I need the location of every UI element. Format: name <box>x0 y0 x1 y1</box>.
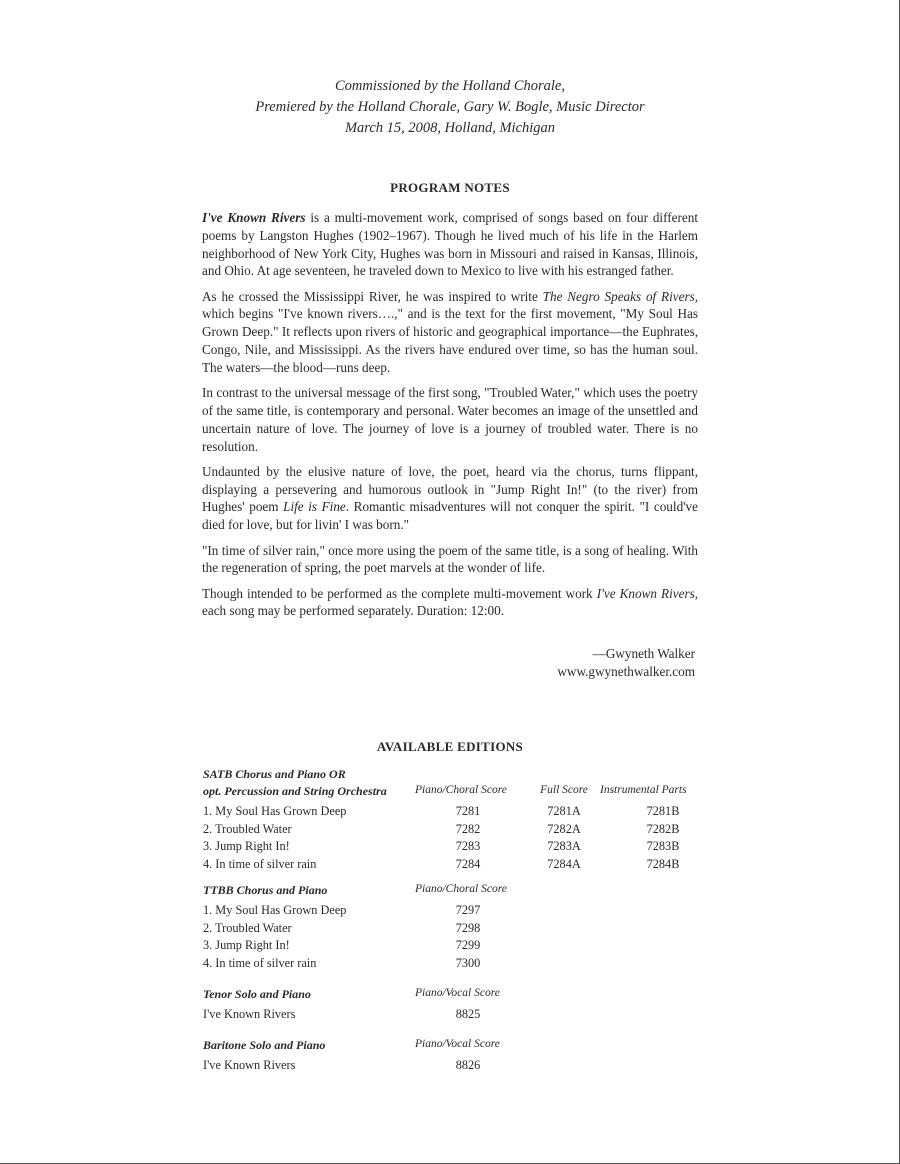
notes-paragraph-3: In contrast to the universal message of the first song, "Troubled Water," which uses the poetry of the same title, is contemporary and personal. Water becomes an image of the unsettled and uncertain nature of love. The journey of love is a journey of troubled water. There is no resolution. <box>202 385 698 454</box>
table-row: 2. Troubled Water 7282 7282A 7282B <box>203 821 680 836</box>
group-title: TTBB Chorus and Piano <box>203 883 328 897</box>
column-header-piano-choral: Piano/Choral Score <box>415 784 507 796</box>
notes-paragraph-2: As he crossed the Mississippi River, he was inspired to write The Negro Speaks of Rivers, which begins "I've known rivers….," and is the text for the first movement, "My Soul Has Grown Deep." It reflects upon rivers of historic and geographical importance—the Euphrates, Congo, Nile, and Mississippi. As the rivers have endured over time, so has the human soul. The waters—the blood—runs deep. <box>202 288 699 375</box>
column-header-piano-choral: Piano/Choral Score <box>415 883 507 895</box>
notes-paragraph-1: I've Known Rivers is a multi-movement work, comprised of songs based on four different poems by Langston Hughes (1902–1967). Though he lived much of his life in the Harlem neighborhood of New York City, Hughes was born in Missouri and raised in Kansas, Illinois, and Ohio. At age seventeen, he traveled down to Mexico to live with his estranged father. <box>202 210 698 279</box>
notes-paragraph-4: Undaunted by the elusive nature of love, the poet, heard via the chorus, turns flippant, displaying a persevering and humorous outlook in "Jump Right In!" (to the river) from Hughes' poem Life is Fine. Romantic misadventures will not conquer the spirit. "I could've died for love, but for livin' I was born." <box>202 463 698 533</box>
composer-website: www.gwynethwalker.com <box>557 664 695 679</box>
composer-signature: —Gwyneth Walker <box>592 646 695 661</box>
column-header-instrumental-parts: Instrumental Parts <box>600 784 687 796</box>
edition-group-baritone <box>203 1037 703 1075</box>
notes-paragraph-5: "In time of silver rain," once more using the poem of the same title, is a song of healing. With the regeneration of spring, the poet marvels at the wonder of life. <box>202 542 698 576</box>
poem-title: The Negro Speaks of Rivers <box>542 288 695 304</box>
premiere-date-line: March 15, 2008, Holland, Michigan <box>344 120 556 136</box>
table-row: 4. In time of silver rain 7300 <box>203 955 481 970</box>
work-title: I've Known Rivers <box>596 585 695 601</box>
table-row: I've Known Rivers 8825 <box>203 1007 481 1021</box>
column-header-piano-vocal: Piano/Vocal Score <box>415 987 500 999</box>
table-row: 3. Jump Right In! 7283 7283A 7283B <box>203 839 680 853</box>
table-row: 1. My Soul Has Grown Deep 7281 7281A 7281B <box>203 804 680 818</box>
premiere-line: Premiered by the Holland Chorale, Gary W. Bogle, Music Director <box>255 99 645 115</box>
program-notes-heading: PROGRAM NOTES <box>390 180 510 195</box>
table-row: 2. Troubled Water 7298 <box>203 920 481 935</box>
column-header-full-score: Full Score <box>540 784 588 796</box>
signature-block <box>557 645 695 681</box>
group-subtitle: opt. Percussion and String Orchestra <box>203 784 387 798</box>
available-editions-heading: AVAILABLE EDITIONS <box>376 739 524 754</box>
column-header-piano-vocal: Piano/Vocal Score <box>415 1038 500 1050</box>
commission-block <box>150 76 750 139</box>
program-notes-body <box>202 209 698 620</box>
group-title: SATB Chorus and Piano OR <box>203 767 346 781</box>
edition-group-tenor <box>203 986 703 1024</box>
commission-line: Commissioned by the Holland Chorale, <box>335 78 565 94</box>
poem-title: Life is Fine <box>283 499 346 515</box>
table-row: 3. Jump Right In! 7299 <box>203 938 481 952</box>
notes-paragraph-6: Though intended to be performed as the complete multi-movement work I've Known Rivers, each song may be performed separately. Duration: 12:00. <box>202 585 699 619</box>
table-row: 1. My Soul Has Grown Deep 7297 <box>203 903 481 917</box>
work-title: I've Known Rivers <box>202 210 306 225</box>
edition-group-satb <box>203 766 703 873</box>
table-row: 4. In time of silver rain 7284 7284A 7284B <box>203 856 680 871</box>
table-row: I've Known Rivers 8826 <box>203 1058 481 1072</box>
group-title: Tenor Solo and Piano <box>203 987 311 1001</box>
group-title: Baritone Solo and Piano <box>203 1038 326 1052</box>
edition-group-ttbb <box>203 882 703 972</box>
